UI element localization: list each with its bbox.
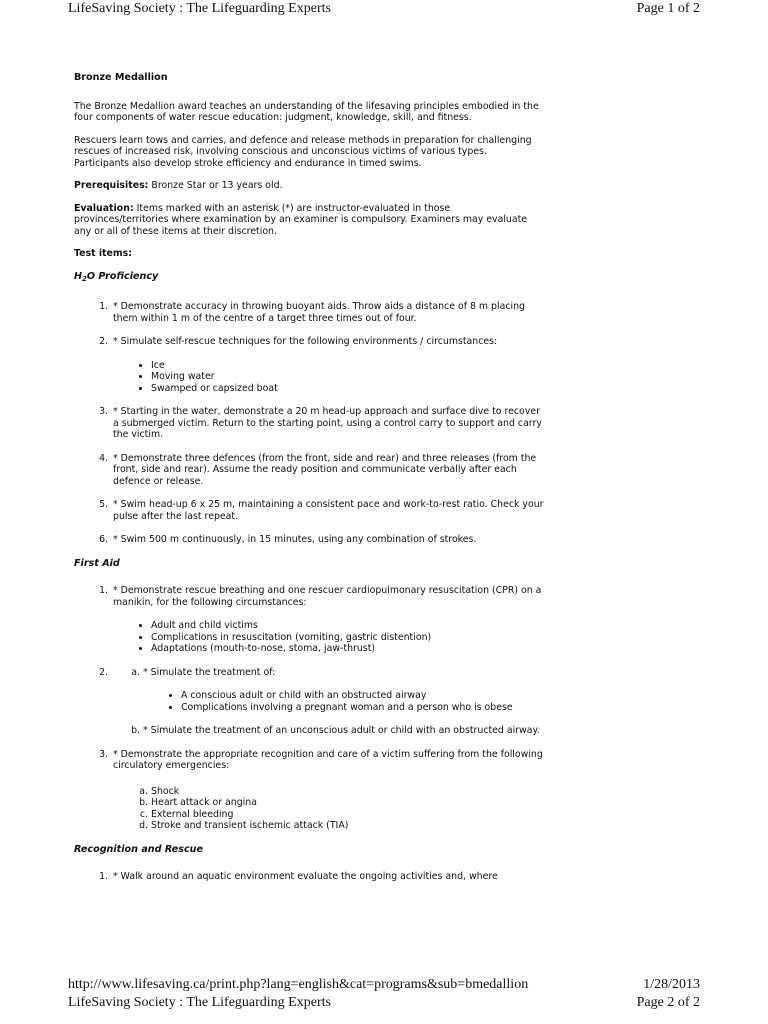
sub-item-list [113, 667, 544, 737]
list-item: 1. * Demonstrate accuracy in throwing buoyant aids. Throw aids a distance of 8 m placing them within 1 m of the centre of a target three times out of four. [111, 301, 544, 324]
list-item: 3. * Demonstrate the appropriate recognition and care of a victim suffering from the following circulatory emergencies: a. Shock b. Heart attack or angina c. External bleeding d. Stroke and transient ischemic attack (TIA) [111, 749, 544, 832]
intro-paragraph-2: Rescuers learn tows and carries, and defence and release methods in preparation for challenging rescues of increased risk, involving conscious and unconscious victims of various types. Participants also develop stroke efficiency and endurance in timed swims. [74, 134, 532, 169]
bullet-item: • Swamped or capsized boat [151, 383, 544, 395]
list-item: 4. * Demonstrate three defences (from the front, side and rear) and three releases (from the front, side and rear). Assume the ready position and communicate verbally after each defence or release. [111, 453, 544, 488]
page-footer-url-date [68, 977, 700, 993]
bullet-item: • A conscious adult or child with an obstructed airway [181, 690, 544, 702]
list-item: 1. * Demonstrate rescue breathing and one rescuer cardiopulmonary resuscitation (CPR) on a manikin, for the following circumstances: • Adult and child victims • Complications in resuscitation (vomiting, gastric distention) • Adaptations (mouth-to-nose, stoma, jaw-thrust) [111, 585, 544, 655]
list-item: 5. * Swim head-up 6 x 25 m, maintaining a consistent pace and work-to-rest ratio. Check your pulse after the last repeat. [111, 499, 544, 522]
prerequisites-label: Prerequisites: [74, 180, 149, 191]
bullet-item: • Complications involving a pregnant woman and a person who is obese [181, 702, 544, 714]
list-item: 2. * Simulate self-rescue techniques for the following environments / circumstances: • Ice • Moving water • Swamped or capsized boat [111, 336, 544, 394]
bullet-item: • Moving water [151, 371, 544, 383]
first-aid-item-list [74, 585, 544, 832]
sub-item: a. 2. * Simulate the treatment of: • A conscious adult or child with an obstructed airway • Complications involving a pregnant woman and a person who is obese [143, 667, 544, 714]
evaluation-text: Items marked with an asterisk (*) are instructor-evaluated in those provinces/territories where examination by an examiner is compulsory. Examiners may evaluate any or all of these items at their discretion. [74, 202, 528, 237]
footer-page-number: Page 2 of 2 [636, 995, 700, 1010]
evaluation-paragraph [74, 203, 544, 238]
prerequisites-text: Bronze Star or 13 years old. [148, 180, 283, 191]
section-h2o-proficiency: $H_2O$ Proficiency [74, 270, 159, 283]
test-items-heading: Test items: [74, 248, 132, 259]
h2o-item-list [74, 301, 544, 546]
sub-item: b. * Simulate the treatment of an unconscious adult or child with an obstructed airway. [143, 725, 544, 737]
bullet-item: • Adult and child victims [151, 620, 544, 632]
header-site-title: LifeSaving Society : The Lifeguarding Experts [68, 1, 331, 16]
section-first-aid: First Aid [74, 557, 120, 569]
prerequisites-paragraph [74, 180, 544, 192]
bullet-list [113, 360, 544, 395]
intro-paragraph-1: The Bronze Medallion award teaches an understanding of the lifesaving principles embodied in the four components of water rescue education: judgment, knowledge, skill, and fitness. [74, 100, 539, 123]
page-header [68, 1, 700, 17]
bullet-list [113, 620, 544, 655]
header-page-number: Page 1 of 2 [636, 1, 700, 16]
section-recognition-and-rescue: Recognition and Rescue [74, 843, 203, 855]
footer-site-title: LifeSaving Society : The Lifeguarding Experts [68, 995, 331, 1010]
page-title: Bronze Medallion [74, 72, 168, 83]
evaluation-label: Evaluation: [74, 202, 134, 214]
sub-item: b. Heart attack or angina [151, 797, 544, 809]
sub-item: d. Stroke and transient ischemic attack (TIA) [151, 820, 544, 832]
sub-item: c. External bleeding [151, 809, 544, 821]
sub-item-list [113, 786, 544, 832]
recognition-item-list [74, 871, 544, 883]
footer-date: 1/28/2013 [643, 977, 700, 992]
list-item: 6. * Swim 500 m continuously, in 15 minutes, using any combination of strokes. [111, 534, 544, 546]
bullet-item: • Complications in resuscitation (vomiting, gastric distention) [151, 632, 544, 644]
list-item [111, 667, 544, 737]
page-footer-title [68, 995, 700, 1011]
bullet-item: • Ice [151, 360, 544, 372]
list-item: 3. * Starting in the water, demonstrate a 20 m head-up approach and surface dive to recover a submerged victim. Return to the starting point, using a control carry to support and carry the victim. [111, 406, 544, 441]
footer-url: http://www.lifesaving.ca/print.php?lang=english&cat=programs&sub=bmedallion [68, 977, 529, 992]
list-item: 1. * Walk around an aquatic environment evaluate the ongoing activities and, where [111, 871, 544, 883]
bullet-item: • Adaptations (mouth-to-nose, stoma, jaw-thrust) [151, 643, 544, 655]
sub-item: a. Shock [151, 786, 544, 798]
bullet-list [143, 690, 544, 713]
document-content [74, 72, 544, 895]
